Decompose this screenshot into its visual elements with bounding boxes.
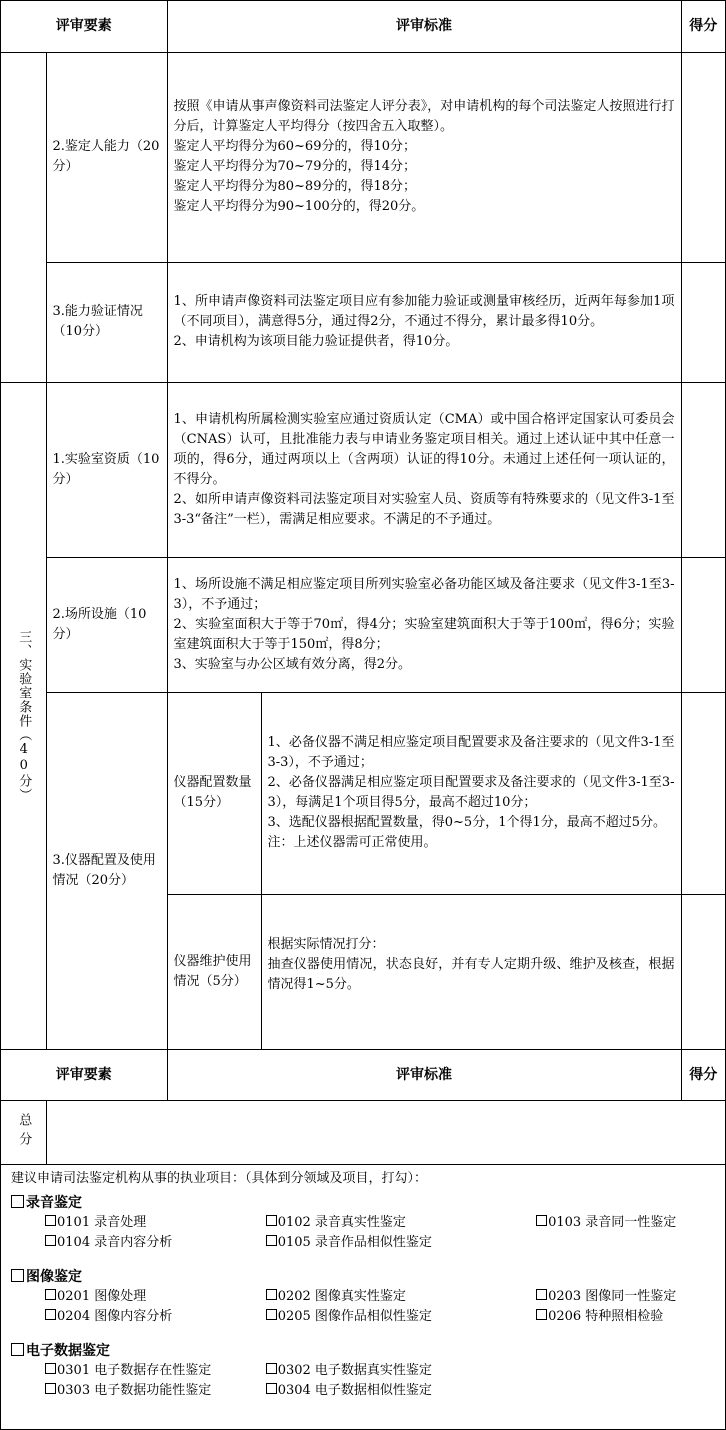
section-2-label-cell [1,52,46,382]
suggestion-text: 建议申请司法鉴定机构从事的执业项目：（具体到分领域及项目，打勾）： [11,1170,428,1186]
checkbox-icon[interactable] [11,1343,24,1356]
table-row [1,382,725,557]
option-label: 0302 电子数据真实性鉴定 [277,1362,432,1378]
checkbox-icon[interactable] [45,1235,56,1246]
standard-line: 鉴定人平均得分为90~100分的，得20分。 [173,199,425,214]
evaluation-table [1,1,725,1165]
category-heading[interactable] [11,1267,715,1287]
option-label: 0304 电子数据相似性鉴定 [277,1382,432,1398]
option-label: 0101 录音处理 [57,1214,147,1230]
criterion-label: 3.仪器配置及使用情况（20分） [46,692,167,1049]
option-row [11,1361,715,1381]
checkbox-icon[interactable] [266,1363,277,1374]
total-row [1,1100,725,1164]
criterion-label: 2.场所设施（10分） [46,557,167,692]
score-cell[interactable] [681,692,725,894]
standard-line: 1、必备仪器不满足相应鉴定项目配置要求及备注要求的（见文件3-1至3-3），不予通过； [267,735,675,770]
table-row [1,52,725,262]
total-label-cell [1,1100,46,1164]
standard-line: 2、申请机构为该项目能力验证提供者，得10分。 [173,334,459,349]
option-label: 0301 电子数据存在性鉴定 [57,1362,212,1378]
category-name: 录音鉴定 [26,1194,82,1211]
standard-line: 1、场所设施不满足相应鉴定项目所列实验室必备功能区域及备注要求（见文件3-1至3-3），不予通过； [173,576,675,612]
option-row [11,1213,715,1233]
option-item[interactable] [45,1287,266,1307]
section-3-label: 三、实验室条件（40分） [16,629,32,802]
criterion-label: 3.能力验证情况（10分） [46,262,167,382]
option-item[interactable] [266,1381,536,1401]
checkbox-icon[interactable] [266,1235,277,1246]
table-row [1,262,725,382]
checkbox-icon[interactable] [266,1383,277,1394]
option-item [536,1361,715,1381]
header-score: 得分 [681,1049,725,1100]
option-label: 0102 录音真实性鉴定 [277,1214,406,1230]
category-name: 图像鉴定 [26,1268,82,1285]
category-name: 电子数据鉴定 [26,1342,110,1359]
table-row [1,692,725,894]
option-item[interactable] [266,1287,536,1307]
option-item[interactable] [266,1233,536,1253]
sub-criterion-label: 仪器配置数量（15分） [167,692,261,894]
option-label: 0303 电子数据功能性鉴定 [57,1382,212,1398]
standard-line: 1、申请机构所属检测实验室应通过资质认定（CMA）或中国合格评定国家认可委员会（CNAS）认可，且批准能力表与申请业务鉴定项目相关。通过上述认证中其中任意一项的，得6分，通过两项以上（含两项）认证的得10分。未通过上述任何一项认证的，不得分。 [173,411,675,487]
option-item[interactable] [536,1307,715,1327]
checkbox-icon[interactable] [45,1363,56,1374]
criterion-standard [261,894,681,1049]
option-item [536,1233,715,1253]
header-elements: 评审要素 [1,1,167,52]
standard-line: 鉴定人平均得分为60~69分的，得10分； [173,139,417,154]
option-label: 0201 图像处理 [57,1288,147,1304]
score-cell[interactable] [681,52,725,262]
standard-line: 3、选配仪器根据配置数量，得0~5分，1个得1分，最高不超过5分。 [267,815,667,830]
checkbox-icon[interactable] [45,1309,56,1320]
standard-line: 鉴定人平均得分为70~79分的，得14分； [173,159,417,174]
option-label: 0205 图像作品相似性鉴定 [277,1308,432,1324]
option-item[interactable] [45,1361,266,1381]
repeat-header-row [1,1049,725,1100]
total-label: 总分 [16,1113,32,1151]
header-standard: 评审标准 [167,1,681,52]
criterion-standard [167,262,681,382]
criterion-label: 1.实验室资质（10分） [46,382,167,557]
score-cell[interactable] [681,557,725,692]
checkbox-icon[interactable] [536,1289,547,1300]
criterion-standard [167,52,681,262]
checkbox-icon[interactable] [45,1289,56,1300]
option-item[interactable] [45,1307,266,1327]
standard-line: 1、所申请声像资料司法鉴定项目应有参加能力验证或测量审核经历，近两年每参加1项（不同项目），满意得5分，通过得2分，不通过不得分，累计最多得10分。 [173,294,675,329]
sub-criterion-label: 仪器维护使用情况（5分） [167,894,261,1049]
option-item[interactable] [45,1213,266,1233]
option-label: 0206 特种照相检验 [548,1308,664,1324]
option-item[interactable] [45,1381,266,1401]
standard-line: 2、实验室面积大于等于70㎡，得4分；实验室建筑面积大于等于100㎡，得6分；实验室建筑面积大于等于150㎡，得8分； [173,616,675,652]
option-row [11,1287,715,1307]
standard-line: 2、必备仪器满足相应鉴定项目配置要求及备注要求的（见文件3-1至3-3），每满足1个项目得5分，最高不超过10分； [267,775,675,810]
option-row [11,1307,715,1327]
standard-line: 根据实际情况打分： [267,936,385,952]
option-row [11,1233,715,1253]
checkbox-icon[interactable] [536,1215,547,1226]
option-label: 0202 图像真实性鉴定 [277,1288,406,1304]
option-item[interactable] [45,1233,266,1253]
header-row [1,1,725,52]
option-row [11,1381,715,1401]
standard-line: 鉴定人平均得分为80~89分的，得18分； [173,179,417,194]
option-label: 0104 录音内容分析 [57,1234,173,1250]
standard-line: 按照《申请从事声像资料司法鉴定人评分表》，对申请机构的每个司法鉴定人按照进行打分后，计算鉴定人平均得分（按四舍五入取整）。 [173,99,675,134]
total-value-cell[interactable] [46,1100,725,1164]
option-label: 0204 图像内容分析 [57,1308,173,1324]
criterion-standard [167,557,681,692]
standard-line: 2、如所申请声像资料司法鉴定项目对实验室人员、资质等有特殊要求的（见文件3-1至3-3“备注”一栏），需满足相应要求。不满足的不予通过。 [173,491,675,527]
checkbox-icon[interactable] [266,1309,277,1320]
checkbox-icon[interactable] [45,1215,56,1226]
criterion-standard [261,692,681,894]
standard-line: 注：上述仪器需可正常使用。 [267,835,437,850]
option-item[interactable] [266,1213,536,1233]
checkbox-icon[interactable] [266,1215,277,1226]
category-list [11,1193,715,1401]
option-label: 0105 录音作品相似性鉴定 [277,1234,432,1250]
score-cell[interactable] [681,894,725,1049]
checkbox-icon[interactable] [11,1195,24,1208]
category-heading[interactable] [11,1341,715,1361]
section-3-label-cell [1,382,46,1049]
option-item[interactable] [266,1307,536,1327]
option-item [536,1381,715,1401]
criterion-label: 2.鉴定人能力（20分） [46,52,167,262]
suggestion-section [1,1165,725,1401]
option-item[interactable] [536,1213,715,1233]
standard-line: 抽查仪器使用情况，状态良好，并有专人定期升级、维护及核查，根据情况得1~5分。 [267,956,675,992]
header-score: 得分 [681,1,725,52]
checkbox-icon[interactable] [45,1383,56,1394]
table-row [1,557,725,692]
criterion-standard [167,382,681,557]
checkbox-icon[interactable] [11,1269,24,1282]
header-elements: 评审要素 [1,1049,167,1100]
category-heading[interactable] [11,1193,715,1213]
checkbox-icon[interactable] [266,1289,277,1300]
option-label: 0103 录音同一性鉴定 [548,1214,677,1230]
option-item[interactable] [536,1287,715,1307]
header-standard: 评审标准 [167,1049,681,1100]
option-item[interactable] [266,1361,536,1381]
standard-line: 3、实验室与办公区域有效分离，得2分。 [173,656,412,672]
option-label: 0203 图像同一性鉴定 [548,1288,677,1304]
score-cell[interactable] [681,382,725,557]
score-cell[interactable] [681,262,725,382]
checkbox-icon[interactable] [536,1309,547,1320]
